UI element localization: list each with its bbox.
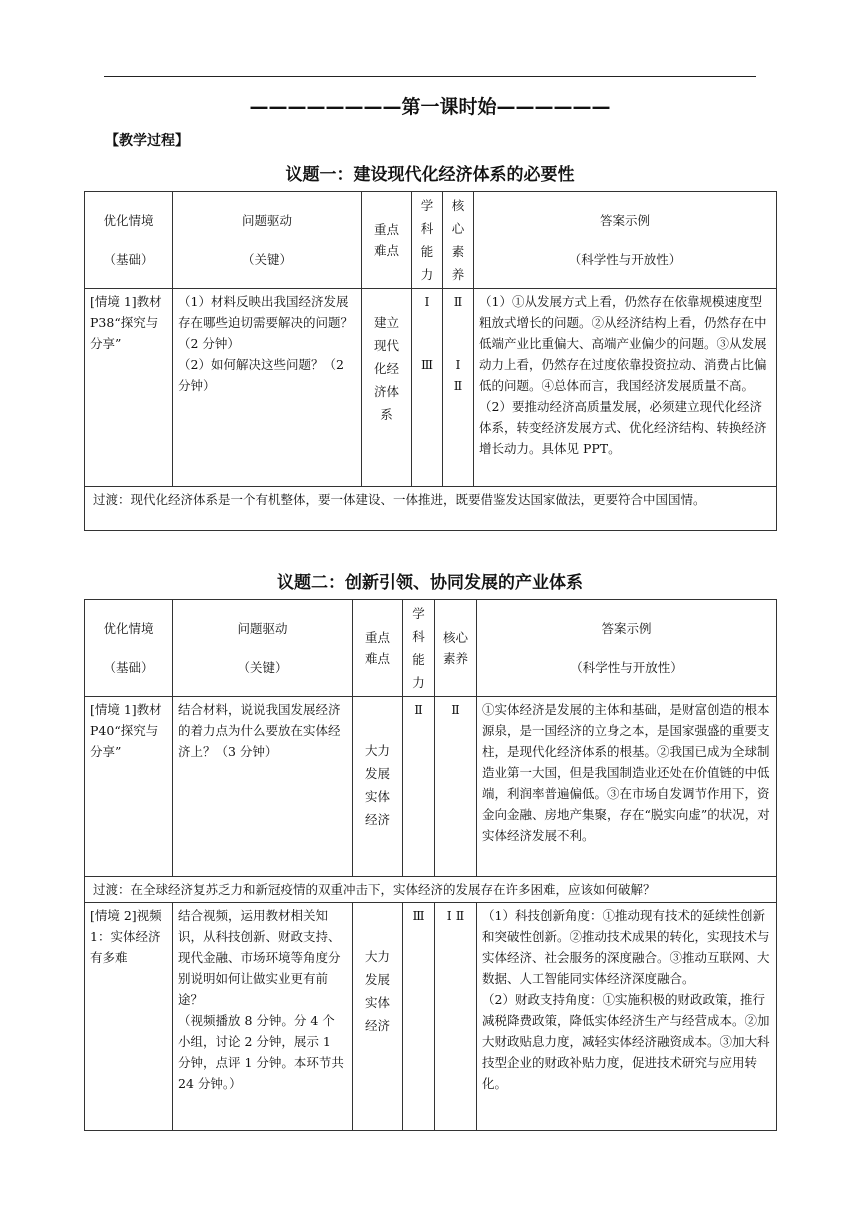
header-ability: 学科能力 (403, 600, 435, 697)
table-row (85, 289, 777, 487)
question-cell: 结合材料，说说我国发展经济的着力点为什么要放在实体经济上？（3 分钟） (173, 697, 353, 877)
table-row (85, 903, 777, 1131)
header-focus: 重点难点 (362, 192, 412, 289)
focus-cell: 大力发展实体经济 (353, 903, 403, 1131)
header-scenario: 优化情境 （基础） (85, 192, 173, 289)
transition-row (85, 877, 777, 903)
header-focus: 重点难点 (353, 600, 403, 697)
header-ability: 学科能力 (412, 192, 443, 289)
question-cell: 结合视频，运用教材相关知识，从科技创新、财政支持、现代金融、市场环境等角度分别说明如何让做实业更有前途？ （视频播放 8 分钟。分 4 个小组，讨论 2 分钟，展示 1 分钟，点评 1 分钟。本环节共 24 分钟。） (173, 903, 353, 1131)
topic2-table (84, 599, 777, 1131)
table-row (85, 697, 777, 877)
ability-cell: Ⅲ (403, 903, 435, 1131)
ability-cell: Ⅱ (403, 697, 435, 877)
topic1-table (84, 191, 777, 531)
scenario-cell: [情境 1]教材 P40“探究与分享” (85, 697, 173, 877)
header-answer: 答案示例 （科学性与开放性） (474, 192, 777, 289)
scenario-cell: [情境 1]教材 P38“探究与分享” (85, 289, 173, 487)
question-cell: （1）材料反映出我国经济发展存在哪些迫切需要解决的问题？（2 分钟） （2）如何解决这些问题？（2 分钟） (173, 289, 362, 487)
literacy-cell: Ⅱ (435, 697, 477, 877)
topic1-title: 议题一：建设现代化经济体系的必要性 (285, 165, 575, 185)
answer-cell: （1）科技创新角度：①推动现有技术的延续性创新和突破性创新。②推动技术成果的转化，实现技术与实体经济、社会服务的深度融合。③推动互联网、大数据、人工智能同实体经济深度融合。 （2）财政支持角度：①实施积极的财政政策，推行减税降费政策，降低实体经济生产与经营成本。②加大财政贴息力度，减轻实体经济融资成本。③加大科技型企业的财政补贴力度，促进技术研究与应用转化。 (477, 903, 777, 1131)
table-header-row (85, 192, 777, 289)
section-heading: 【教学过程】 (105, 133, 189, 149)
header-question: 问题驱动 （关键） (173, 600, 353, 697)
transition-text: 过渡：现代化经济体系是一个有机整体，要一体建设、一体推进，既要借鉴发达国家做法，更要符合中国国情。 (85, 487, 777, 531)
table-header-row (85, 600, 777, 697)
literacy-cell: Ⅱ Ⅰ Ⅱ (443, 289, 474, 487)
lesson-start-marker: ————————第一课时始—————— (249, 96, 611, 118)
focus-cell: 大力发展实体经济 (353, 697, 403, 877)
transition-row (85, 487, 777, 531)
transition-text: 过渡：在全球经济复苏乏力和新冠疫情的双重冲击下，实体经济的发展存在许多困难，应该如何破解？ (85, 877, 777, 903)
header-scenario: 优化情境 （基础） (85, 600, 173, 697)
topic2-title: 议题二：创新引领、协同发展的产业体系 (277, 573, 583, 593)
header-question: 问题驱动 （关键） (173, 192, 362, 289)
ability-cell: Ⅰ Ⅲ (412, 289, 443, 487)
focus-cell: 建立现代化经济体系 (362, 289, 412, 487)
header-literacy: 核心素养 (435, 600, 477, 697)
header-literacy: 核心素养 (443, 192, 474, 289)
answer-cell: ①实体经济是发展的主体和基础，是财富创造的根本源泉，是一国经济的立身之本，是国家强盛的重要支柱，是现代化经济体系的根基。②我国已成为全球制造业第一大国，但是我国制造业还处在价值链的中低端，利润率普遍偏低。③在市场自发调节作用下，资金向金融、房地产集聚，存在“脱实向虚”的状况，对实体经济发展不利。 (477, 697, 777, 877)
answer-cell: （1）①从发展方式上看，仍然存在依靠规模速度型粗放式增长的问题。②从经济结构上看，仍然存在中低端产业比重偏大、高端产业偏少的问题。③从发展动力上看，仍然存在过度依靠投资拉动、消费占比偏低的问题。④总体而言，我国经济发展质量不高。 （2）要推动经济高质量发展，必须建立现代化经济体系，转变经济发展方式、优化经济结构、转换经济增长动力。具体见 PPT。 (474, 289, 777, 487)
header-answer: 答案示例 （科学性与开放性） (477, 600, 777, 697)
literacy-cell: Ⅰ Ⅱ (435, 903, 477, 1131)
top-rule (104, 76, 756, 77)
scenario-cell: [情境 2]视频 1：实体经济有多难 (85, 903, 173, 1131)
